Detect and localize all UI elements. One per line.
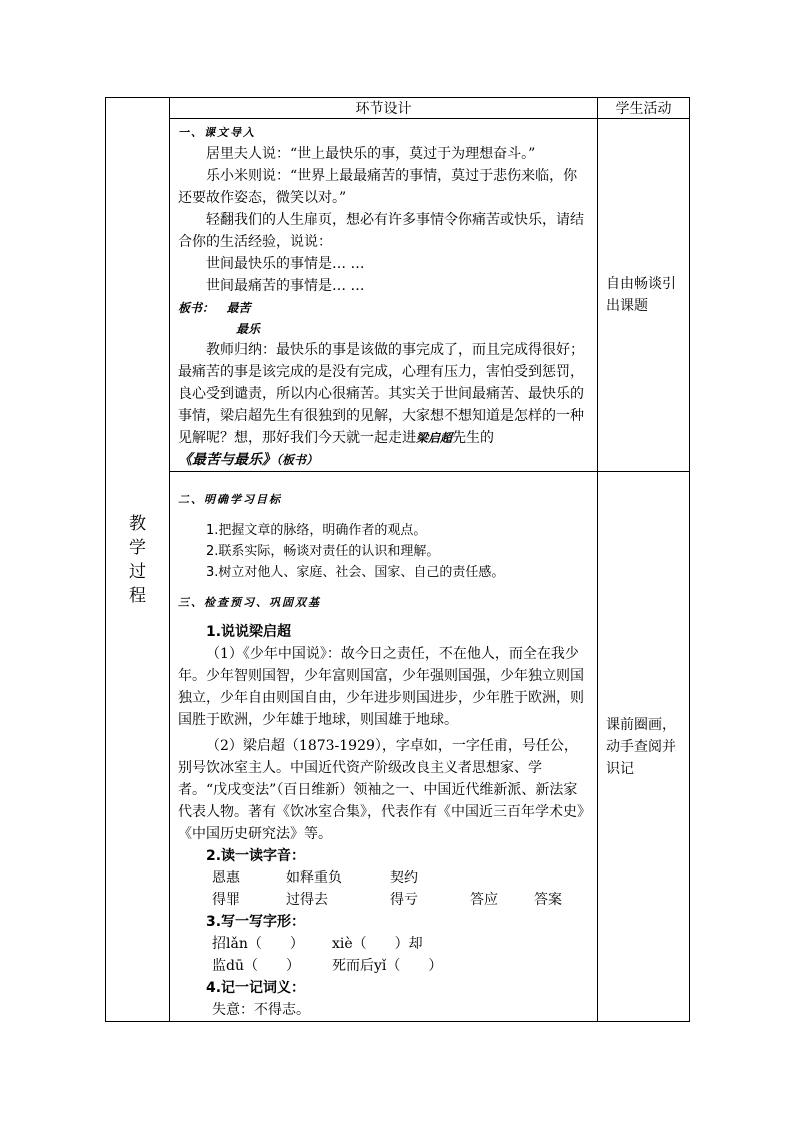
summary-tail: （板书）	[276, 453, 319, 467]
sub-heading-pronounce: 2.读一读字音：	[206, 848, 306, 864]
board-label: 板书：	[178, 301, 215, 315]
word: 答应	[470, 892, 498, 908]
section-heading-preview: 三、检查预习、巩固双基	[178, 596, 321, 609]
summary-title: 《最苦与最乐》	[178, 452, 276, 468]
write-item: 死而后yǐ（ ）	[332, 958, 443, 974]
section-heading: 一、课文导入	[178, 126, 256, 139]
para-young-china: （1）《少年中国说》：故今日之责任，不在他人，而全在我少年。少年智则国智，少年富则国富，少年强则国强，少年独立则国独立，少年自由则国自由，少年进步则国进步，少年胜于欧洲，则国胜于欧洲，少年雄于地球，则国雄于地球。	[178, 646, 584, 728]
para-biography: （2）梁启超（1873-1929），字卓如，一字任甫，号任公，别号饮冰室主人。中国近代资产阶级改良主义者思想家、学者。“戊戌变法”（百日维新）领袖之一、中国近代维新派、新法家代表人物。著有《饮冰室合集》，代表作有《中国近三百年学术史》《中国历史研究法》等。	[178, 738, 591, 842]
goal-item: 3.树立对他人、家庭、社会、国家、自己的责任感。	[206, 565, 505, 580]
board-item-2: 最乐	[236, 322, 261, 336]
section-goals-preview	[170, 472, 598, 1022]
header-design: 环节设计	[170, 98, 598, 119]
vocab-item: 失意：不得志。	[212, 1002, 310, 1018]
stage-cell	[106, 98, 170, 1022]
word-row	[178, 867, 591, 889]
quote-le-xiaomi: 乐小米则说：“世界上最最痛苦的事情，莫过于悲伤来临，你还要故作姿态，微笑以对。”	[178, 168, 578, 206]
word: 得罪	[212, 892, 240, 908]
board-item-1: 最苦	[226, 301, 251, 315]
write-row	[178, 955, 591, 977]
summary-author: 梁启超	[416, 431, 453, 445]
goal-item: 1.把握文章的脉络，明确作者的观点。	[206, 523, 427, 538]
word: 得亏	[390, 892, 418, 908]
section-intro	[170, 119, 598, 472]
word: 过得去	[286, 892, 328, 908]
quote-curie: 居里夫人说：“世上最快乐的事，莫过于为理想奋斗。”	[206, 146, 536, 162]
student-activity-preview: 课前圈画，动手查阅并识记	[598, 472, 690, 1022]
summary-mid: 先生的	[452, 430, 495, 446]
lesson-plan-table	[105, 97, 690, 1022]
write-item: xiè（ ）却	[332, 936, 423, 952]
word: 契约	[390, 870, 418, 886]
header-student-activity: 学生活动	[598, 98, 690, 119]
write-row	[178, 933, 591, 955]
sub-heading-vocab: 4.记一记词义：	[206, 980, 306, 996]
word: 如释重负	[286, 870, 342, 886]
student-activity-intro: 自由畅谈引出课题	[598, 119, 690, 472]
line-happy: 世间最快乐的事情是… …	[206, 256, 365, 272]
line-pain: 世间最痛苦的事情是… …	[206, 278, 365, 294]
section-heading-goals: 二、明确学习目标	[178, 493, 282, 506]
stage-label: 教学过程	[129, 513, 146, 606]
word: 答案	[534, 892, 562, 908]
sub-heading-liang: 1.说说梁启超	[206, 624, 292, 640]
write-item: 监dū（ ）	[212, 958, 300, 974]
word-row	[178, 889, 591, 911]
teacher-summary	[178, 339, 591, 471]
goal-item: 2.联系实际，畅谈对责任的认识和理解。	[206, 544, 440, 559]
sub-heading-write: 3.写一写字形：	[206, 914, 306, 930]
write-item: 招lǎn（ ）	[212, 936, 304, 952]
vocab-line	[178, 999, 591, 1021]
prompt-text: 轻翻我们的人生扉页，想必有许多事情令你痛苦或快乐，请结合你的生活经验，说说：	[178, 212, 584, 250]
board-writing	[178, 297, 591, 319]
word: 恩惠	[212, 870, 240, 886]
summary-text: 教师归纳：最快乐的事是该做的事完成了，而且完成得很好；最痛苦的事是该完成的是没有完成，心理有压力，害怕受到惩罚，良心受到谴责，所以内心很痛苦。其实关于世间最痛苦、最快乐的事情，梁启超先生有很独到的见解，大家想不想知道是怎样的一种见解呢？想，那好我们今天就一起走进	[178, 342, 584, 446]
